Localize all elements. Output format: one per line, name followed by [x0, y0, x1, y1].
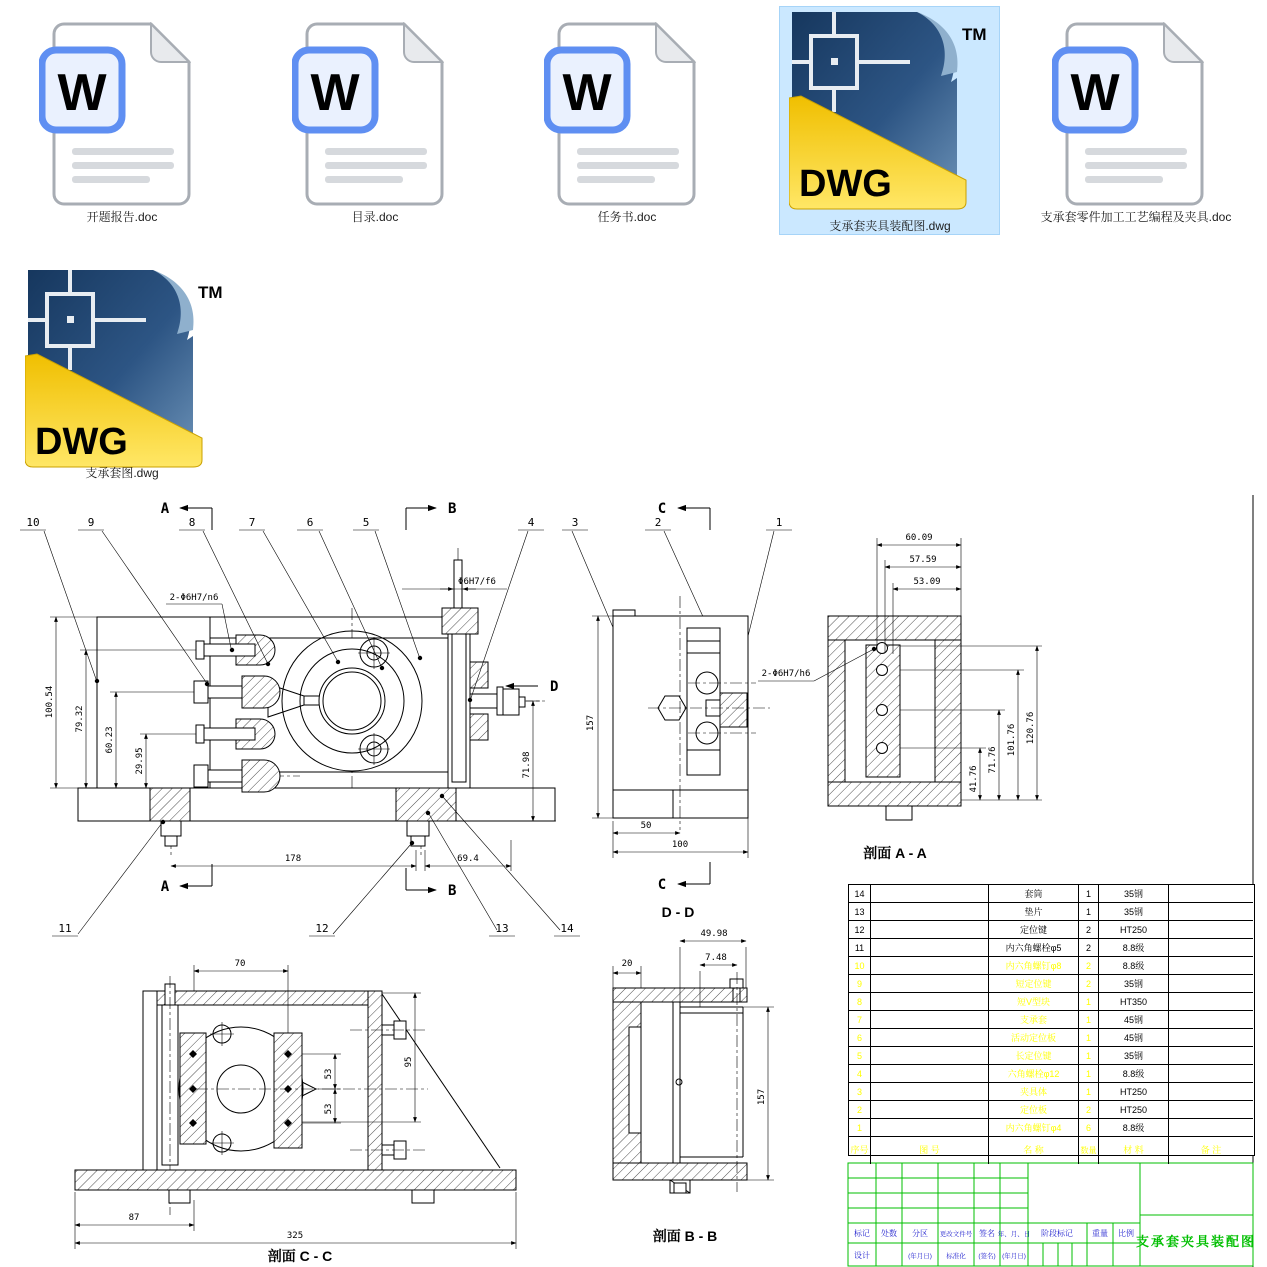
title-block-label: 分区: [912, 1229, 928, 1238]
balloon-number: 3: [571, 516, 579, 529]
balloon-number: 8: [188, 516, 196, 529]
file-label: 目录.doc: [351, 210, 399, 224]
section-letter: C: [657, 877, 667, 893]
word-badge: W: [57, 64, 107, 122]
dim-label: 100.54: [45, 685, 55, 719]
dim-label: 70: [234, 959, 246, 969]
dim-label: 325: [286, 1231, 304, 1241]
title-block-label: 年、月、日: [997, 1231, 1031, 1238]
main-assembly-view: [45, 501, 558, 899]
drawing-title: 支承套夹具装配图: [1135, 1234, 1257, 1249]
dim-label: 60.09: [905, 533, 933, 543]
balloon-number: 1: [775, 516, 783, 529]
dim-label: 79.32: [75, 705, 85, 733]
file-label: 任务书.doc: [597, 210, 657, 224]
dim-label: 49.98: [700, 929, 728, 939]
dim-label: 53: [324, 1103, 334, 1115]
dwg-badge: DWG: [35, 421, 128, 463]
dim-label: 120.76: [1026, 711, 1036, 745]
title-block-label: 阶段标记: [1041, 1229, 1073, 1238]
view-section-c-c: [75, 959, 516, 1264]
balloon-number: 6: [306, 516, 314, 529]
fit-label: Φ6H7/f6: [458, 577, 496, 587]
balloon-number: 10: [26, 516, 40, 529]
section-letter: C: [657, 501, 667, 517]
title-block-label: 标记: [854, 1229, 870, 1238]
section-letter: D: [550, 679, 559, 695]
title-block-label: 比例: [1118, 1229, 1134, 1238]
dim-label: 57.59: [909, 555, 937, 565]
dim-label: 71.76: [988, 746, 998, 774]
section-letter: B: [448, 501, 457, 517]
dim-label: 53: [324, 1068, 334, 1080]
title-block-label: 签名: [979, 1229, 995, 1238]
title-block-label: (签名): [978, 1253, 996, 1260]
fit-label: 2-Φ6H7/h6: [761, 669, 811, 679]
balloon-number: 7: [248, 516, 256, 529]
dim-label: 50: [640, 821, 652, 831]
dim-label: 53.09: [913, 577, 941, 587]
dwg-badge: DWG: [799, 163, 892, 205]
dim-label: 100: [671, 840, 689, 850]
dim-label: 41.76: [969, 765, 979, 793]
dim-label: 60.23: [105, 726, 115, 754]
dwg-tm: TM: [962, 25, 987, 44]
title-block-label: (年月日): [908, 1253, 932, 1260]
dim-label: 69.4: [457, 854, 479, 864]
dim-label: 178: [284, 854, 302, 864]
balloon-number: 2: [654, 516, 662, 529]
section-letter: A: [160, 879, 170, 895]
file-label: 支承套零件加工工艺编程及夹具.doc: [1040, 210, 1232, 224]
title-block: [848, 1163, 1256, 1266]
dim-label: 71.98: [522, 751, 532, 779]
dim-label: 157: [586, 714, 596, 732]
dim-label: 20: [621, 959, 633, 969]
view-title: 剖面 A - A: [863, 845, 927, 861]
dim-label: 157: [757, 1088, 767, 1106]
section-letter: B: [448, 883, 457, 899]
title-block-label: 标准化: [946, 1253, 966, 1260]
dim-label: 7.48: [705, 953, 727, 963]
balloon-number: 12: [315, 922, 329, 935]
dim-label: 29.95: [135, 747, 145, 775]
file-label: 支承套夹具装配图.dwg: [829, 219, 951, 233]
balloon-number: 13: [495, 922, 509, 935]
title-block-label: (年月日): [1002, 1253, 1026, 1260]
title-block-label: 设计: [854, 1251, 870, 1260]
word-badge: W: [310, 64, 360, 122]
view-title: D - D: [661, 904, 695, 920]
balloon-number: 9: [87, 516, 95, 529]
view-d-d: [586, 501, 770, 920]
title-block-label: 处数: [881, 1229, 897, 1238]
view-title: 剖面 B - B: [652, 1228, 718, 1244]
title-block-label: 更改文件号: [939, 1231, 973, 1238]
view-section-b-b: [613, 929, 774, 1244]
word-badge: W: [562, 64, 612, 122]
file-label: 开题报告.doc: [86, 210, 158, 224]
bom-table: 14 套筒 1 35钢 13 垫片 1 35钢 12 定位键 2 HT250 11 内六角螺栓φ5 2 8.8级 10 内六角螺钉φ8 2 8.8级 9 短定位键 2 35钢 8 短V型块 1 HT350 7 支承套 1 45钢 6 活动定位板 1 45钢 5 长定位键 1 35钢 4 六角螺栓φ12 1 8.8级 3 夹具体 1 HT250 2 定位板 2 HT250 1 内六角螺钉φ4 6 8.8级 序号 图 号 名 称 数量 材 料 备 注: [848, 884, 1255, 1156]
fit-label: 2-Φ6H7/n6: [169, 593, 219, 603]
word-badge: W: [1070, 64, 1120, 122]
dim-label: 87: [128, 1213, 140, 1223]
title-block-label: 重量: [1092, 1229, 1108, 1238]
balloon-number: 11: [58, 922, 72, 935]
balloon-number: 5: [362, 516, 370, 529]
dwg-tm: TM: [198, 283, 223, 302]
view-title: 剖面 C - C: [267, 1248, 333, 1264]
balloon-number: 4: [527, 516, 535, 529]
view-section-a-a: [758, 533, 1042, 861]
section-letter: A: [160, 501, 170, 517]
balloon-number: 14: [560, 922, 574, 935]
dim-label: 101.76: [1007, 723, 1017, 757]
file-label: 支承套图.dwg: [85, 466, 159, 480]
dim-label: 95: [404, 1056, 414, 1068]
